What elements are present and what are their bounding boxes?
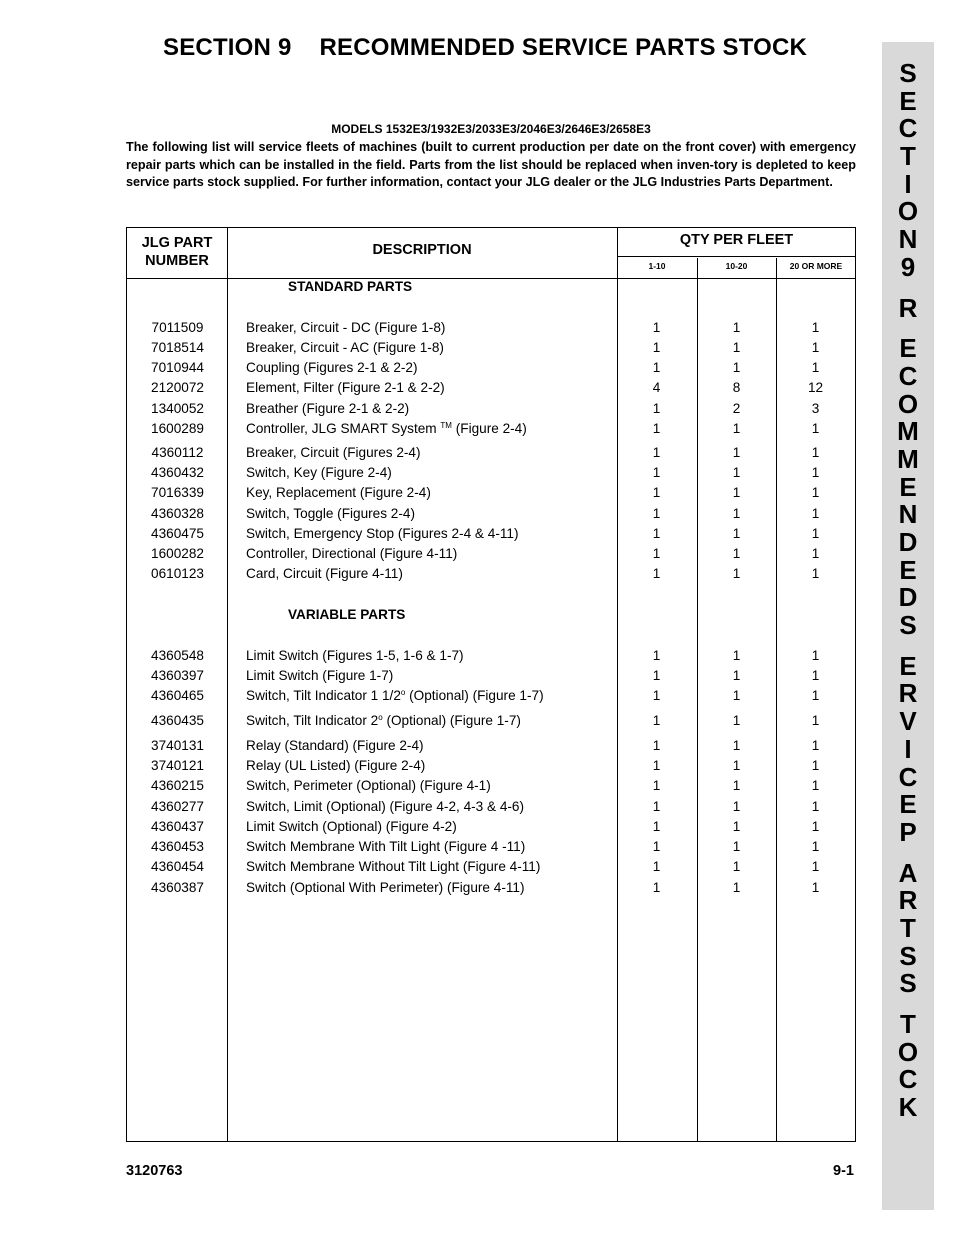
side-tab-letter: E: [899, 333, 917, 364]
side-tab-letter: M: [897, 443, 919, 474]
side-tab-text: [882, 60, 934, 1122]
qty-cell-q3: 1: [811, 738, 820, 753]
side-tab-letter: I: [904, 168, 912, 199]
qty-cell-q2: 1: [732, 778, 741, 793]
qty-cell-q1: 1: [652, 713, 661, 728]
qty-cell-q2: 1: [732, 506, 741, 521]
table-row: [127, 776, 857, 796]
side-tab-letter: S: [899, 610, 917, 641]
table-row: [127, 686, 857, 706]
header-qty-10-20: 10-20: [725, 261, 748, 271]
qty-cell-q1: 1: [652, 738, 661, 753]
part-number-cell: 4360328: [151, 506, 204, 521]
table-row: [127, 483, 857, 503]
side-tab-letter: M: [897, 416, 919, 447]
description-cell: Switch, Tilt Indicator 2$^o$ (Optional) (Figure 1-7): [246, 713, 521, 728]
description-cell: Switch Membrane With Tilt Light (Figure 4 -11): [246, 839, 526, 854]
side-tab-letter: E: [899, 650, 917, 681]
qty-cell-q3: 1: [811, 506, 820, 521]
qty-cell-q2: 1: [732, 340, 741, 355]
qty-cell-q3: 1: [811, 546, 820, 561]
table-row: [127, 797, 857, 817]
qty-cell-q2: 1: [732, 738, 741, 753]
qty-cell-q2: 1: [732, 421, 741, 436]
part-number-cell: 1340052: [151, 401, 204, 416]
table-row: [127, 524, 857, 544]
section-title: RECOMMENDED SERVICE PARTS STOCK: [319, 34, 808, 61]
document-number: 3120763: [126, 1163, 183, 1179]
side-tab-letter: E: [899, 554, 917, 585]
part-number-cell: 4360112: [151, 445, 204, 460]
qty-cell-q1: 4: [652, 380, 661, 395]
qty-cell-q1: 1: [652, 465, 661, 480]
side-tab-letter: C: [898, 1064, 918, 1095]
description-cell: Switch, Key (Figure 2-4): [246, 465, 392, 480]
qty-cell-q1: 1: [652, 880, 661, 895]
qty-cell-q1: 1: [652, 421, 661, 436]
models-heading: MODELS 1532E3/1932E3/2033E3/2046E3/2646E3/2658E3: [331, 122, 651, 136]
section-label: SECTION 9: [163, 34, 292, 61]
qty-cell-q2: 1: [732, 819, 741, 834]
part-number-cell: 4360548: [151, 648, 204, 663]
part-number-cell: 3740131: [151, 738, 204, 753]
qty-cell-q2: 1: [732, 799, 741, 814]
superscript: o: [378, 713, 383, 722]
part-number-cell: 4360277: [151, 799, 204, 814]
qty-cell-q1: 1: [652, 819, 661, 834]
qty-cell-q2: 1: [732, 648, 741, 663]
table-row: [127, 419, 857, 439]
part-number-cell: 4360432: [151, 465, 204, 480]
qty-cell-q2: 1: [732, 485, 741, 500]
qty-cell-q2: 8: [732, 380, 741, 395]
table-row: [127, 666, 857, 686]
qty-cell-q2: 2: [732, 401, 741, 416]
qty-cell-q3: 1: [811, 526, 820, 541]
side-tab-letter: D: [898, 582, 918, 613]
page-title: [163, 34, 807, 62]
qty-cell-q1: 1: [652, 668, 661, 683]
description-cell: Breaker, Circuit (Figures 2-4): [246, 445, 421, 460]
qty-cell-q3: 1: [811, 648, 820, 663]
description-cell: Switch, Perimeter (Optional) (Figure 4-1): [246, 778, 491, 793]
side-tab-letter: S: [899, 940, 917, 971]
qty-cell-q1: 1: [652, 445, 661, 460]
side-tab-letter: A: [898, 857, 918, 888]
side-tab-letter: S: [899, 58, 917, 88]
part-number-cell: 7018514: [151, 340, 204, 355]
side-tab-letter: S: [899, 968, 917, 999]
part-number-cell: 4360453: [151, 839, 204, 854]
qty-cell-q3: 12: [807, 380, 824, 395]
part-number-cell: 1600282: [151, 546, 204, 561]
description-cell: Element, Filter (Figure 2-1 & 2-2): [246, 380, 445, 395]
standard-parts-heading: STANDARD PARTS: [288, 279, 413, 294]
part-number-cell: 4360397: [151, 668, 204, 683]
side-tab-letter: D: [898, 527, 918, 557]
qty-cell-q1: 1: [652, 839, 661, 854]
side-tab-letter: T: [900, 1009, 916, 1039]
table-row: [127, 646, 857, 666]
table-row: [127, 338, 857, 358]
description-cell: Switch, Limit (Optional) (Figure 4-2, 4-3 & 4-6): [246, 799, 525, 814]
part-number-cell: 4360465: [151, 688, 204, 703]
qty-cell-q3: 1: [811, 445, 820, 460]
qty-cell-q2: 1: [732, 880, 741, 895]
header-qty-1-10: 1-10: [648, 261, 666, 271]
superscript: TM: [440, 421, 452, 430]
description-cell: Controller, JLG SMART System ™ (Figure 2-4): [246, 421, 527, 436]
qty-cell-q3: 1: [811, 799, 820, 814]
parts-table: [126, 227, 856, 1142]
side-tab-letter: O: [897, 1036, 919, 1067]
table-row: [127, 817, 857, 837]
header-qty-20-or-more: 20 OR MORE: [789, 261, 843, 271]
description-cell: Key, Replacement (Figure 2-4): [246, 485, 431, 500]
table-row: [127, 878, 857, 898]
variable-parts-heading: VARIABLE PARTS: [288, 607, 406, 622]
side-tab-letter: O: [897, 388, 919, 419]
side-tab-letter: P: [899, 816, 917, 847]
qty-cell-q1: 1: [652, 546, 661, 561]
qty-cell-q1: 1: [652, 688, 661, 703]
qty-cell-q2: 1: [732, 465, 741, 480]
qty-cell-q3: 1: [811, 880, 820, 895]
side-tab-letter: T: [900, 912, 916, 943]
intro-paragraph: The following list will service fleets of machines (built to current production per date on the front cover) with emergency repair parts which can be installed in the field. Parts from the list should be replaced when inven-tory is depleted to keep service parts stock supplied. For further information, contact your JLG dealer or the JLG Industries Parts Department.: [126, 140, 856, 190]
side-tab-letter: 9: [900, 251, 916, 282]
table-row: [127, 378, 857, 398]
table-row: [127, 504, 857, 524]
side-tab-letter: C: [898, 113, 918, 144]
description-cell: Relay (Standard) (Figure 2-4): [246, 738, 424, 753]
description-cell: Switch, Tilt Indicator 1 1/2$^o$ (Optional) (Figure 1-7): [246, 688, 544, 703]
header-description: DESCRIPTION: [372, 242, 472, 258]
qty-cell-q3: 1: [811, 668, 820, 683]
qty-cell-q3: 1: [811, 340, 820, 355]
description-cell: Card, Circuit (Figure 4-11): [246, 566, 403, 581]
header-divider: [617, 256, 856, 257]
table-row: [127, 711, 857, 731]
section-side-tab: [882, 42, 934, 1210]
header-part-number: JLG PART NUMBER: [141, 235, 213, 269]
superscript: o: [400, 688, 406, 697]
side-tab-letter: O: [897, 196, 919, 227]
part-number-cell: 4360435: [151, 713, 204, 728]
part-number-cell: 4360387: [151, 880, 204, 895]
qty-cell-q1: 1: [652, 859, 661, 874]
qty-cell-q1: 1: [652, 320, 661, 335]
qty-cell-q3: 1: [811, 320, 820, 335]
qty-cell-q3: 1: [811, 713, 820, 728]
qty-cell-q1: 1: [652, 526, 661, 541]
part-number-cell: 4360215: [151, 778, 204, 793]
page-number: 9-1: [833, 1163, 854, 1179]
qty-cell-q1: 1: [652, 506, 661, 521]
side-tab-letter: T: [900, 141, 916, 172]
qty-cell-q1: 1: [652, 758, 661, 773]
part-number-cell: 1600289: [151, 421, 204, 436]
table-row: [127, 756, 857, 776]
qty-cell-q2: 1: [732, 758, 741, 773]
table-row: [127, 463, 857, 483]
part-number-cell: 4360475: [151, 526, 204, 541]
qty-cell-q3: 3: [811, 401, 820, 416]
side-tab-letter: R: [898, 678, 918, 709]
qty-cell-q2: 1: [732, 445, 741, 460]
table-row: [127, 544, 857, 564]
qty-cell-q2: 1: [732, 546, 741, 561]
part-number-cell: 7010944: [151, 360, 204, 375]
description-cell: Limit Switch (Figure 1-7): [246, 668, 394, 683]
qty-cell-q1: 1: [652, 401, 661, 416]
side-tab-letter: E: [899, 471, 917, 502]
description-cell: Controller, Directional (Figure 4-11): [246, 546, 458, 561]
table-row: [127, 358, 857, 378]
qty-cell-q3: 1: [811, 421, 820, 436]
side-tab-letter: N: [898, 224, 918, 255]
qty-cell-q2: 1: [732, 668, 741, 683]
table-row: [127, 318, 857, 338]
qty-cell-q1: 1: [652, 648, 661, 663]
side-tab-letter: R: [898, 885, 918, 916]
part-number-cell: 4360454: [151, 859, 204, 874]
description-cell: Switch, Toggle (Figures 2-4): [246, 506, 415, 521]
qty-cell-q2: 1: [732, 360, 741, 375]
qty-cell-q1: 1: [652, 566, 661, 581]
description-cell: Switch (Optional With Perimeter) (Figure 4-11): [246, 880, 525, 895]
table-row: [127, 857, 857, 877]
qty-cell-q2: 1: [732, 688, 741, 703]
side-tab-letter: C: [898, 360, 918, 391]
qty-cell-q3: 1: [811, 859, 820, 874]
part-number-cell: 7011509: [151, 320, 204, 335]
part-number-cell: 4360437: [151, 819, 204, 834]
qty-cell-q3: 1: [811, 465, 820, 480]
description-cell: Relay (UL Listed) (Figure 2-4): [246, 758, 426, 773]
qty-cell-q2: 1: [732, 713, 741, 728]
qty-cell-q2: 1: [732, 859, 741, 874]
side-tab-letter: V: [899, 706, 917, 737]
qty-cell-q2: 1: [732, 839, 741, 854]
qty-cell-q1: 1: [652, 360, 661, 375]
qty-cell-q3: 1: [811, 758, 820, 773]
description-cell: Breaker, Circuit - DC (Figure 1-8): [246, 320, 446, 335]
qty-cell-q2: 1: [732, 320, 741, 335]
side-tab-letter: R: [898, 292, 918, 323]
table-row: [127, 443, 857, 463]
qty-cell-q3: 1: [811, 360, 820, 375]
part-number-cell: 7016339: [151, 485, 204, 500]
qty-cell-q3: 1: [811, 839, 820, 854]
qty-cell-q3: 1: [811, 566, 820, 581]
side-tab-letter: C: [898, 761, 918, 792]
side-tab-letter: I: [904, 733, 912, 764]
header-qty-per-fleet: QTY PER FLEET: [679, 232, 794, 248]
description-cell: Limit Switch (Optional) (Figure 4-2): [246, 819, 457, 834]
header-bottom-rule: [127, 278, 856, 279]
qty-cell-q3: 1: [811, 485, 820, 500]
part-number-cell: 3740121: [151, 758, 204, 773]
part-number-cell: 2120072: [151, 380, 204, 395]
table-row: [127, 399, 857, 419]
description-cell: Switch Membrane Without Tilt Light (Figure 4-11): [246, 859, 541, 874]
qty-cell-q2: 1: [732, 566, 741, 581]
description-cell: Breather (Figure 2-1 & 2-2): [246, 401, 410, 416]
table-row: [127, 837, 857, 857]
qty-cell-q3: 1: [811, 778, 820, 793]
side-tab-letter: K: [898, 1092, 918, 1123]
table-row: [127, 736, 857, 756]
qty-cell-q1: 1: [652, 340, 661, 355]
qty-cell-q1: 1: [652, 778, 661, 793]
qty-cell-q1: 1: [652, 799, 661, 814]
part-number-cell: 0610123: [151, 566, 204, 581]
side-tab-letter: E: [899, 789, 917, 820]
side-tab-letter: N: [898, 499, 918, 530]
table-row: [127, 564, 857, 584]
description-cell: Breaker, Circuit - AC (Figure 1-8): [246, 340, 444, 355]
qty-cell-q1: 1: [652, 485, 661, 500]
qty-cell-q3: 1: [811, 819, 820, 834]
description-cell: Coupling (Figures 2-1 & 2-2): [246, 360, 418, 375]
qty-cell-q3: 1: [811, 688, 820, 703]
description-cell: Limit Switch (Figures 1-5, 1-6 & 1-7): [246, 648, 464, 663]
qty-cell-q2: 1: [732, 526, 741, 541]
description-cell: Switch, Emergency Stop (Figures 2-4 & 4-11): [246, 526, 519, 541]
side-tab-letter: E: [899, 85, 917, 116]
